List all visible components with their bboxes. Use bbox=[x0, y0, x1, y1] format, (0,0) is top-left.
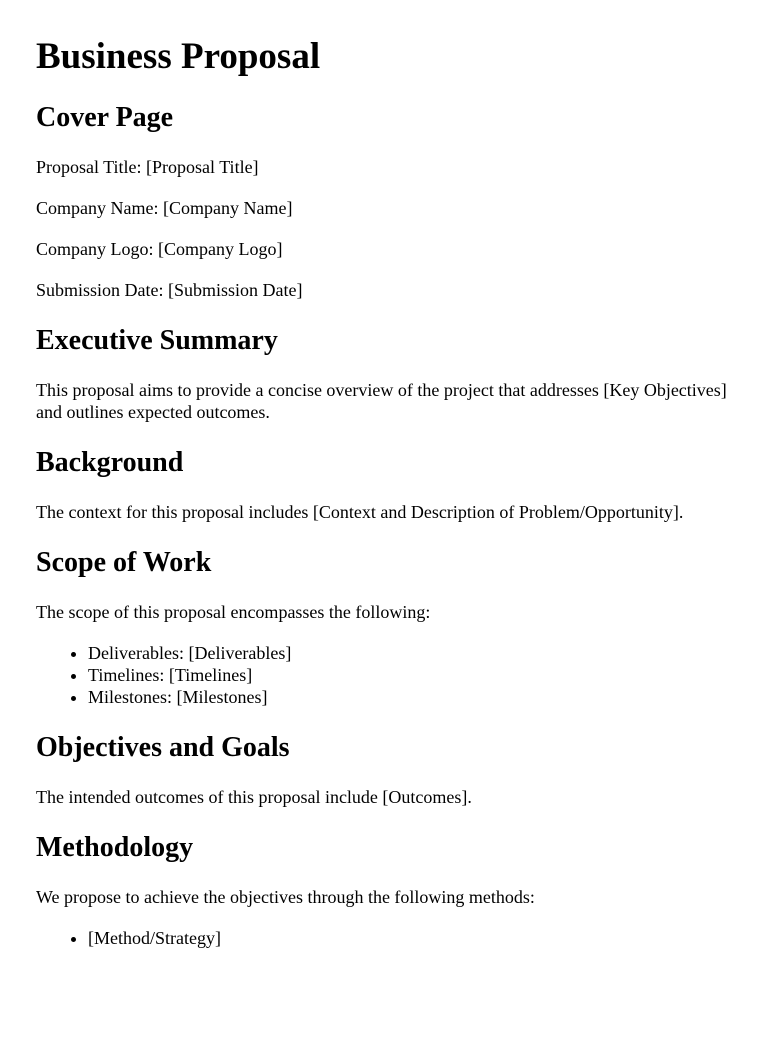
methodology-section bbox=[36, 832, 734, 949]
background-section bbox=[36, 447, 734, 523]
background-text: The context for this proposal includes [Context and Description of Problem/Opportunity]. bbox=[36, 502, 684, 522]
objectives-text: The intended outcomes of this proposal include [Outcomes]. bbox=[36, 787, 472, 807]
document-page bbox=[0, 36, 770, 949]
objectives-heading: Objectives and Goals bbox=[36, 732, 290, 763]
executive-summary-text: This proposal aims to provide a concise overview of the project that addresses [Key Objectives] and outlines expected outcomes. bbox=[36, 380, 727, 422]
proposal-title-line: Proposal Title: [Proposal Title] bbox=[36, 157, 259, 177]
scope-list bbox=[36, 642, 734, 708]
list-item: • [Method/Strategy] bbox=[88, 927, 734, 949]
scope-section bbox=[36, 547, 734, 708]
cover-lines bbox=[36, 156, 734, 301]
methodology-text: We propose to achieve the objectives through the following methods: bbox=[36, 887, 535, 907]
methodology-list bbox=[36, 927, 734, 949]
cover-heading: Cover Page bbox=[36, 102, 174, 133]
executive-summary-section bbox=[36, 325, 734, 423]
list-item: • Timelines: [Timelines] bbox=[88, 664, 734, 686]
document-title: Business Proposal bbox=[36, 36, 321, 77]
list-item: • Deliverables: [Deliverables] bbox=[88, 642, 734, 664]
scope-heading: Scope of Work bbox=[36, 547, 212, 578]
cover-section bbox=[36, 102, 734, 301]
list-item: • Milestones: [Milestones] bbox=[88, 686, 734, 708]
company-logo-line: Company Logo: [Company Logo] bbox=[36, 239, 283, 259]
methodology-heading: Methodology bbox=[36, 832, 194, 863]
background-heading: Background bbox=[36, 447, 184, 478]
scope-text: The scope of this proposal encompasses the following: bbox=[36, 602, 431, 622]
executive-summary-heading: Executive Summary bbox=[36, 325, 278, 356]
objectives-section bbox=[36, 732, 734, 808]
company-name-line: Company Name: [Company Name] bbox=[36, 198, 293, 218]
submission-date-line: Submission Date: [Submission Date] bbox=[36, 280, 303, 300]
